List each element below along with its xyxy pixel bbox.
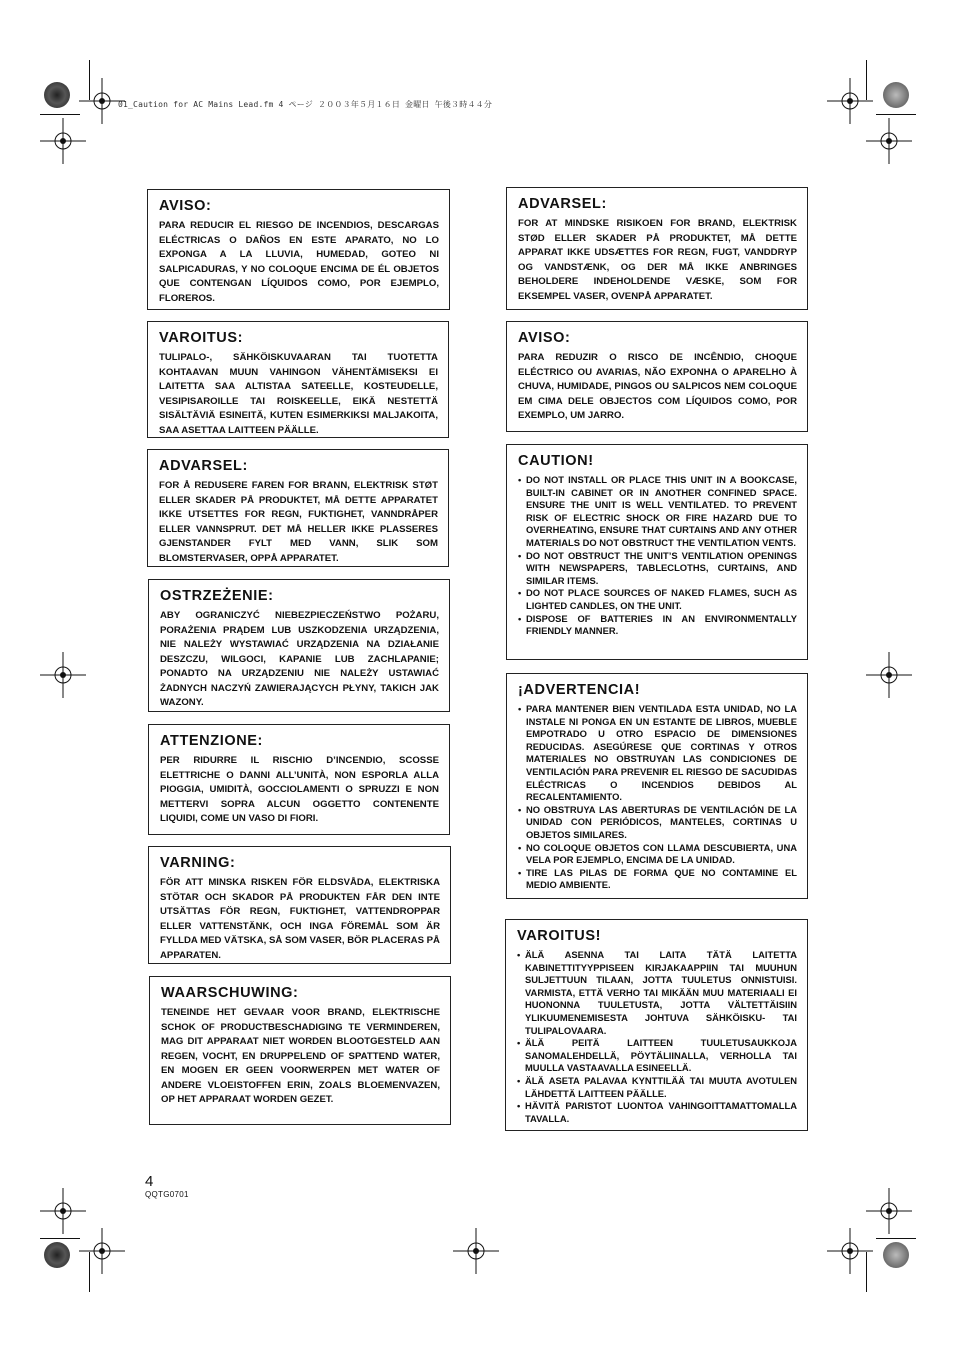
varoitus-item: • ÄLÄ PEITÄ LAITTEEN TUULETUSAUKKOJA SANOMALEHDELLÄ, PÖYTÄLIINALLA, VERHOLLA TAI MUULLA VASTAAVALLA ESINEELLÄ. (517, 1037, 797, 1074)
warning-title: WAARSCHUWING: (161, 985, 299, 1001)
registration-disc-bottom-left (44, 1242, 70, 1268)
caution-title: CAUTION! (518, 453, 594, 469)
crosshair-icon (866, 118, 912, 164)
advertencia-item: • NO OBSTRUYA LAS ABERTURAS DE VENTILACIÓN DE LA UNIDAD CON PERIÓDICOS, MANTELES, CORTINAS U OBJETOS SIMILARES. (518, 803, 797, 840)
bullet: • (517, 1037, 521, 1049)
bullet: • (518, 549, 522, 561)
varoitus-title: VAROITUS! (517, 928, 602, 944)
varoitus-box-fi (505, 919, 808, 1131)
warning-text: PER RIDURRE IL RISCHIO D’INCENDIO, SCOSSE ELETTRICHE O DANNI ALL’UNITÀ, NON ESPORLA ALLA PIOGGIA, UMIDITÀ, GOCCIOLAMENTI O SPRUZZI E NON METTERVI SOPRA ALCUN OGGETTO CONTENENTE LIQUIDI, COME UN VASO DI FIORI. (160, 755, 439, 824)
caution-box-en (506, 444, 808, 660)
advertencia-item: • NO COLOQUE OBJETOS CON LLAMA DESCUBIERTA, UNA VELA POR EJEMPLO, ENCIMA DE LA UNIDAD. (518, 841, 797, 866)
warning-text: PARA REDUZIR O RISCO DE INCÊNDIO, CHOQUE ELÉCTRICO OU AVARIAS, NÃO EXPONHA O APARELHO À CHUVA, HUMIDADE, PINGOS OU SALPICOS NEM COLOQUE EM CIMA DELE OBJECTOS COM LÍQUIDOS COMO, POR EXEMPLO, UM JARRO. (518, 352, 797, 421)
varoitus-item: • HÄVITÄ PARISTOT LUONTOA VAHINGOITTAMATTOMALLA TAVALLA. (517, 1100, 797, 1124)
bullet: • (518, 587, 522, 599)
advertencia-item: • PARA MANTENER BIEN VENTILADA ESTA UNIDAD, NO LA INSTALE NI PONGA EN UN ESTANTE DE LIBROS, MUEBLE EMPOTRADO U OTRO ESPACIO DE DIMENSIONES REDUCIDAS. ASEGÚRESE QUE CORTINAS Y OTROS MATERIALES NO OBSTRUYAN LAS CONDICIONES DE VENTILACIÓN PARA PREVENIR EL RIESGO DE SACUDIDAS ELÉCTRICAS O INCENDIOS DEBIDOS AL RECALENTAMIENTO. (518, 703, 797, 803)
warning-box-advarsel-dk (506, 187, 808, 310)
caution-list (518, 474, 797, 638)
caution-item: • DO NOT INSTALL OR PLACE THIS UNIT IN A BOOKCASE, BUILT-IN CABINET OR IN ANOTHER CONFINED SPACE. ENSURE THE UNIT IS WELL VENTILATED. TO PREVENT RISK OF ELECTRIC SHOCK OR FIRE HAZARD DUE TO OVERHEATING, ENSURE THAT CURTAINS AND ANY OTHER MATERIALS DO NOT OBSTRUCT THE VENTILATION VENTS. (518, 474, 797, 548)
warning-text: FOR AT MINDSKE RISIKOEN FOR BRAND, ELEKTRISK STØD ELLER SKADER PÅ PRODUKTET, MÅ DETTE APPARAT IKKE UDSÆTTES FOR REGN, FUGT, VANDDRYP OG VANDSTÆNK, OG DER MÅ IKKE ANBRINGES BEHOLDERE INDEHOLDENDE VÆSKE, SOM FOR EKSEMPEL VASER, OVENPÅ APPARATET. (518, 218, 797, 302)
bullet: • (518, 703, 522, 714)
warning-text: FÖR ATT MINSKA RISKEN FÖR ELDSVÅDA, ELEKTRISKA STÖTAR OCH SKADOR PÅ PRODUKTEN FÅR DEN INTE UTSÄTTAS FÖR REGN, FUKTIGHET, VATTENDROPPAR ELLER VATTENSTÄNK, OCH INGA FÖREMÅL SOM ÄR FYLLDA MED VÄTSKA, SÅ SOM VASER, BÖR PLACERAS PÅ APPARATEN. (160, 877, 440, 961)
warning-text: PARA REDUCIR EL RIESGO DE INCENDIOS, DESCARGAS ELÉCTRICAS O DAÑOS EN ESTE APARATO, NO LO EXPONGA A LA LLUVIA, HUMEDAD, GOTEO NI SALPICADURAS, Y NO COLOQUE ENCIMA DE ÉL OBJETOS QUE CONTENGAN LÍQUIDOS COMO, POR EJEMPLO, FLOREROS. (159, 220, 439, 304)
varoitus-item: • ÄLÄ ASETA PALAVAA KYNTTILÄÄ TAI MUUTA AVOTULEN LÄHDETTÄ LAITTEEN PÄÄLLE. (517, 1074, 797, 1099)
crop-mark (876, 114, 916, 115)
bullet: • (517, 1074, 521, 1086)
crosshair-icon (40, 118, 86, 164)
crop-mark (876, 1238, 916, 1239)
crosshair-icon (866, 652, 912, 698)
caution-item: • DISPOSE OF BATTERIES IN AN ENVIRONMENTALLY FRIENDLY MANNER. (518, 612, 797, 637)
bullet: • (517, 1100, 521, 1112)
crosshair-icon (40, 652, 86, 698)
warning-box-ostrzezenie-pl (148, 579, 450, 712)
warning-title: AVISO: (159, 198, 212, 214)
registration-disc-top-right (883, 82, 909, 108)
crosshair-icon (79, 1228, 125, 1274)
page-number: 4 (145, 1173, 154, 1190)
advertencia-title: ¡ADVERTENCIA! (518, 682, 641, 698)
warning-title: AVISO: (518, 330, 571, 346)
registration-disc-bottom-right (883, 1242, 909, 1268)
bullet: • (517, 949, 521, 960)
file-header: 01_Caution for AC Mains Lead.fm 4 ページ ２００３年５月１６日 金曜日 午後３時４４分 (118, 100, 493, 109)
caution-item: • DO NOT PLACE SOURCES OF NAKED FLAMES, SUCH AS LIGHTED CANDLES, ON THE UNIT. (518, 587, 797, 611)
warning-title: VARNING: (160, 855, 236, 871)
crop-mark (89, 60, 90, 100)
warning-box-aviso-pt (506, 321, 808, 432)
warning-title: ATTENZIONE: (160, 733, 263, 749)
warning-box-advarsel-no (147, 449, 449, 567)
bullet: • (518, 474, 522, 485)
warning-box-varning-se (148, 846, 451, 964)
bullet: • (518, 866, 522, 878)
registration-disc-top-left (44, 82, 70, 108)
warning-text: ABY OGRANICZYĆ NIEBEZPIECZEŃSTWO POŻARU, PORAŻENIA PRĄDEM LUB USZKODZENIA URZĄDZENIA, NIE NALEŻY WYSTAWIAĆ URZĄDZENIA NA DZIAŁANIE DESZCZU, WILGOCI, KAPANIE LUB ZACHLAPANIE; PONADTO NA URZĄDZENIU NIE NALEŻY USTAWIAĆ ŻADNYCH NACZYŃ ZAWIERAJĄCYCH PŁYNY, TAKICH JAK WAZONY. (160, 610, 439, 708)
crop-mark (40, 1238, 80, 1239)
varoitus-list (517, 949, 797, 1125)
warning-title: VAROITUS: (159, 330, 244, 346)
crop-mark (866, 1252, 867, 1292)
advertencia-item: • TIRE LAS PILAS DE FORMA QUE NO CONTAMINE EL MEDIO AMBIENTE. (518, 866, 797, 891)
warning-box-attenzione-it (148, 724, 450, 835)
warning-title: ADVARSEL: (159, 458, 248, 474)
warning-title: OSTRZEŻENIE: (160, 588, 274, 604)
bullet: • (518, 612, 522, 624)
warning-text: FOR Å REDUSERE FAREN FOR BRANN, ELEKTRISK STØT ELLER SKADER PÅ PRODUKTET, MÅ DETTE APPARATET IKKE UTSETTES FOR REGN, FUKTIGHET, VANNDRÅPER ELLER VANNSPRUT. DET MÅ HELLER IKKE PLASSERES GJENSTANDER FYLT MED VANN, SLIK SOM BLOMSTERVASER, OPPÅ APPARATET. (159, 480, 438, 564)
advertencia-list (518, 703, 797, 892)
varoitus-item: • ÄLÄ ASENNA TAI LAITA TÄTÄ LAITETTA KABINETTITYYPPISEEN KIRJAKAAPPIIN TAI MUUHUN SULJETTUUN TILAAN, JOTTA TUULETUS ONNISTUISI. VARMISTA, ETTÄ VERHO TAI MIKÄÄN MUU MATERIAALI EI HUONONNA TUULETUSTA, JOTTA VÄLTETTÄISIIN YLIKUUMENEMISESTA JOHTUVA SÄHKÖISKU- TAI TULIPALOVAARA. (517, 949, 797, 1036)
warning-text: TULIPALO-, SÄHKÖISKUVAARAN TAI TUOTETTA KOHTAAVAN MUUN VAHINGON VÄHENTÄMISEKSI EI LAITETTA SAA ALTISTAA SATEELLE, KOSTEUDELLE, VESIPISAROILLE TAI ROISKEELLE, EIKÄ NESTETTÄ SISÄLTÄVIÄ ESINEITÄ, KUTEN ESIMERKIKSI MALJAKOITA, SAA ASETTAA LAITTEEN PÄÄLLE. (159, 352, 438, 436)
warning-title: ADVARSEL: (518, 196, 607, 212)
warning-text: TENEINDE HET GEVAAR VOOR BRAND, ELEKTRISCHE SCHOK OF PRODUCTBESCHADIGING TE VERMINDEREN, MAG DIT APPARAAT NIET WORDEN BLOOTGESTELD AAN REGEN, VOCHT, EN DRUPPELEND OF SPATTEND WATER, EN MOGEN ER GEEN VOORWERPEN MET WATER OF ANDERE VLOEISTOFFEN ERIN, ZOALS BLOEMENVAZEN, OP HET APPARAAT WORDEN GEZET. (161, 1007, 440, 1105)
warning-box-aviso-es (147, 189, 450, 310)
crop-mark (89, 1252, 90, 1292)
advertencia-box-es (506, 673, 808, 899)
crosshair-icon (453, 1228, 499, 1274)
warning-box-waarschuwing-nl (149, 976, 451, 1125)
warning-box-varoitus-fi (147, 321, 449, 438)
document-code: QQTG0701 (145, 1190, 189, 1199)
crosshair-icon (866, 1188, 912, 1234)
crop-mark (40, 114, 80, 115)
caution-item: • DO NOT OBSTRUCT THE UNIT’S VENTILATION OPENINGS WITH NEWSPAPERS, TABLECLOTHS, CURTAINS, AND SIMILAR ITEMS. (518, 549, 797, 586)
bullet: • (518, 841, 522, 853)
crop-mark (866, 60, 867, 100)
bullet: • (518, 803, 522, 815)
